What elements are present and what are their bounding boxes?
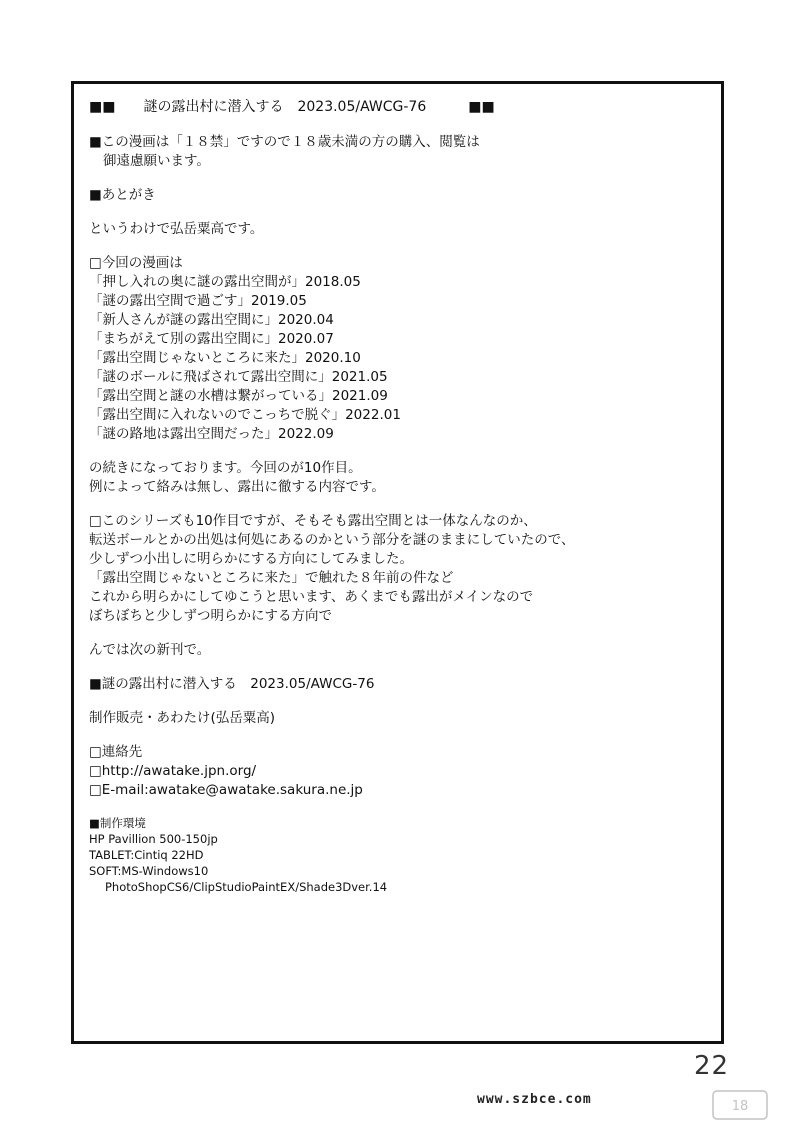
works-item: 「押し入れの奥に謎の露出空間が」2018.05 bbox=[89, 274, 361, 290]
environment-heading: ■制作環境 bbox=[89, 816, 146, 830]
afterword-heading: ■あとがき bbox=[89, 187, 156, 203]
works-item: 「謎の露出空間で過ごす」2019.05 bbox=[89, 293, 307, 309]
watermark-site: www.szbce.com bbox=[477, 1092, 592, 1107]
environment-line: SOFT:MS-Windows10 bbox=[89, 864, 209, 878]
series-note-line: ぼちぼちと少しずつ明らかにする方向で bbox=[89, 608, 332, 624]
contact-heading: □連絡先 bbox=[89, 744, 143, 760]
continuation-line-2: 例によって絡みは無し、露出に徹する内容です。 bbox=[89, 479, 385, 495]
book-title-line: ■謎の露出村に潜入する 2023.05/AWCG-76 bbox=[89, 676, 375, 692]
continuation-line-1: の続きになっております。今回のが10作目。 bbox=[89, 460, 362, 476]
environment-line: TABLET:Cintiq 22HD bbox=[89, 848, 204, 862]
series-note-line: これから明らかにしてゆこうと思います、あくまでも露出がメインなので bbox=[89, 589, 534, 605]
notice-line-2: 御遠慮願います。 bbox=[103, 153, 210, 169]
watermark-logo bbox=[712, 1090, 768, 1120]
works-item: 「露出空間と謎の水槽は繋がっている」2021.09 bbox=[89, 388, 388, 404]
watermark-logo-text: 18 bbox=[731, 1099, 749, 1114]
works-item: 「露出空間じゃないところに来た」2020.10 bbox=[89, 350, 361, 366]
header-left-marks: ■■ bbox=[89, 99, 116, 115]
environment-line: HP Pavillion 500-150jp bbox=[89, 832, 218, 846]
environment-software-line: PhotoShopCS6/ClipStudioPaintEX/Shade3Dver.14 bbox=[105, 880, 388, 894]
works-list bbox=[89, 273, 709, 444]
document-body bbox=[89, 97, 709, 895]
series-note-line: 「露出空間じゃないところに来た」で触れた８年前の件など bbox=[89, 570, 454, 586]
series-note bbox=[89, 512, 709, 626]
environment-block bbox=[89, 815, 709, 895]
header-line bbox=[89, 97, 709, 117]
works-item: 「新人さんが謎の露出空間に」2020.04 bbox=[89, 312, 334, 328]
series-note-line: 少しずつ小出しに明らかにする方向にしてみました。 bbox=[89, 551, 413, 567]
contact-block bbox=[89, 743, 709, 800]
page-number: 22 bbox=[694, 1051, 730, 1081]
header-right-marks: ■■ bbox=[468, 99, 495, 115]
contact-email: □E-mail:awatake@awatake.sakura.ne.jp bbox=[89, 782, 363, 798]
works-item: 「露出空間に入れないのでこっちで脱ぐ」2022.01 bbox=[89, 407, 401, 423]
series-note-line: □このシリーズも10作目ですが、そもそも露出空間とは一体なんなのか、 bbox=[89, 513, 537, 529]
production-credit: 制作販売・あわたけ(弘岳粟高) bbox=[89, 710, 276, 726]
intro-text: というわけで弘岳粟高です。 bbox=[89, 221, 264, 237]
works-item: 「謎のボールに飛ばされて露出空間に」2021.05 bbox=[89, 369, 388, 385]
notice-line-1: ■この漫画は「１８禁」ですので１８歳未満の方の購入、閲覧は bbox=[89, 134, 480, 150]
works-heading: □今回の漫画は bbox=[89, 255, 183, 271]
header-title: 謎の露出村に潜入する 2023.05/AWCG-76 bbox=[143, 99, 427, 115]
series-note-line: 転送ボールとかの出処は何処にあるのかという部分を謎のままにしていたので、 bbox=[89, 532, 575, 548]
works-item: 「まちがえて別の露出空間に」2020.07 bbox=[89, 331, 334, 347]
closing-text: んでは次の新刊で。 bbox=[89, 642, 211, 658]
works-item: 「謎の路地は露出空間だった」2022.09 bbox=[89, 426, 334, 442]
contact-url: □http://awatake.jpn.org/ bbox=[89, 763, 257, 779]
